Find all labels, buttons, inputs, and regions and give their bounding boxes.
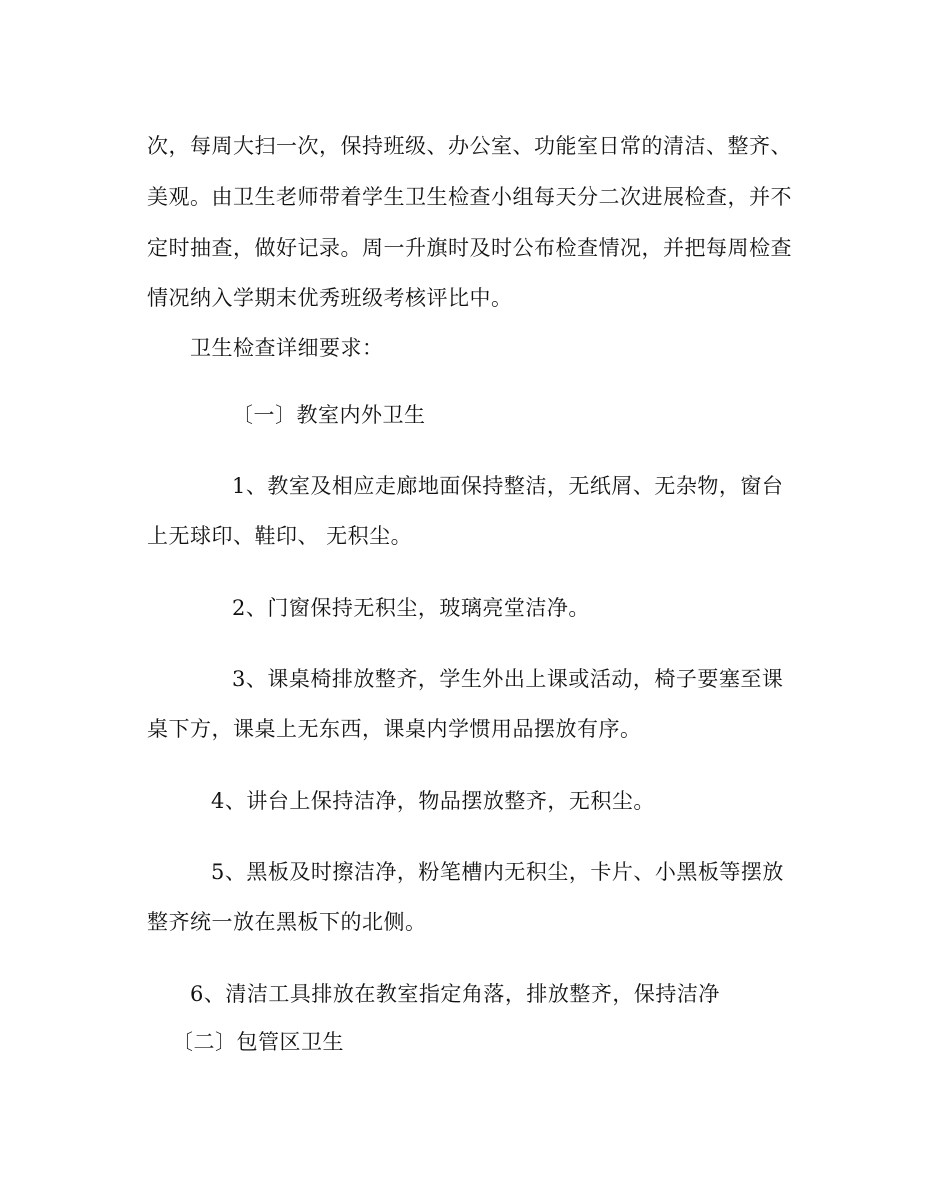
section-heading-1: 〔一〕教室内外卫生	[232, 403, 426, 427]
list-item-3: 3、课桌椅排放整齐，学生外出上课或活动，椅子要塞至课	[232, 667, 784, 691]
paragraph-line: 次，每周大扫一次，保持班级、办公室、功能室日常的清洁、整齐、	[147, 134, 792, 158]
list-item-1: 1、教室及相应走廊地面保持整洁，无纸屑、无杂物，窗台	[232, 474, 784, 498]
list-item-2: 2、门窗保持无积尘，玻璃亮堂洁净。	[232, 596, 590, 620]
paragraph-line: 美观。由卫生老师带着学生卫生检查小组每天分二次进展检查，并不	[147, 185, 792, 209]
list-item-5: 5、黑板及时擦洁净，粉笔槽内无积尘，卡片、小黑板等摆放	[211, 860, 784, 884]
paragraph-line: 情况纳入学期末优秀班级考核评比中。	[147, 286, 513, 310]
list-item-6: 6、清洁工具排放在教室指定角落，排放整齐，保持洁净	[190, 982, 720, 1006]
list-item-4: 4、讲台上保持洁净，物品摆放整齐，无积尘。	[211, 789, 655, 813]
list-item-1-cont: 上无球印、鞋印、 无积尘。	[147, 524, 413, 548]
list-item-5-cont: 整齐统一放在黑板下的北侧。	[147, 910, 427, 934]
section-intro: 卫生检查详细要求：	[190, 336, 384, 360]
section-heading-2: 〔二〕包管区卫生	[172, 1030, 344, 1054]
list-item-3-cont: 桌下方，课桌上无东西，课桌内学惯用品摆放有序。	[147, 717, 642, 741]
paragraph-line: 定时抽查，做好记录。周一升旗时及时公布检查情况，并把每周检查	[147, 236, 792, 260]
